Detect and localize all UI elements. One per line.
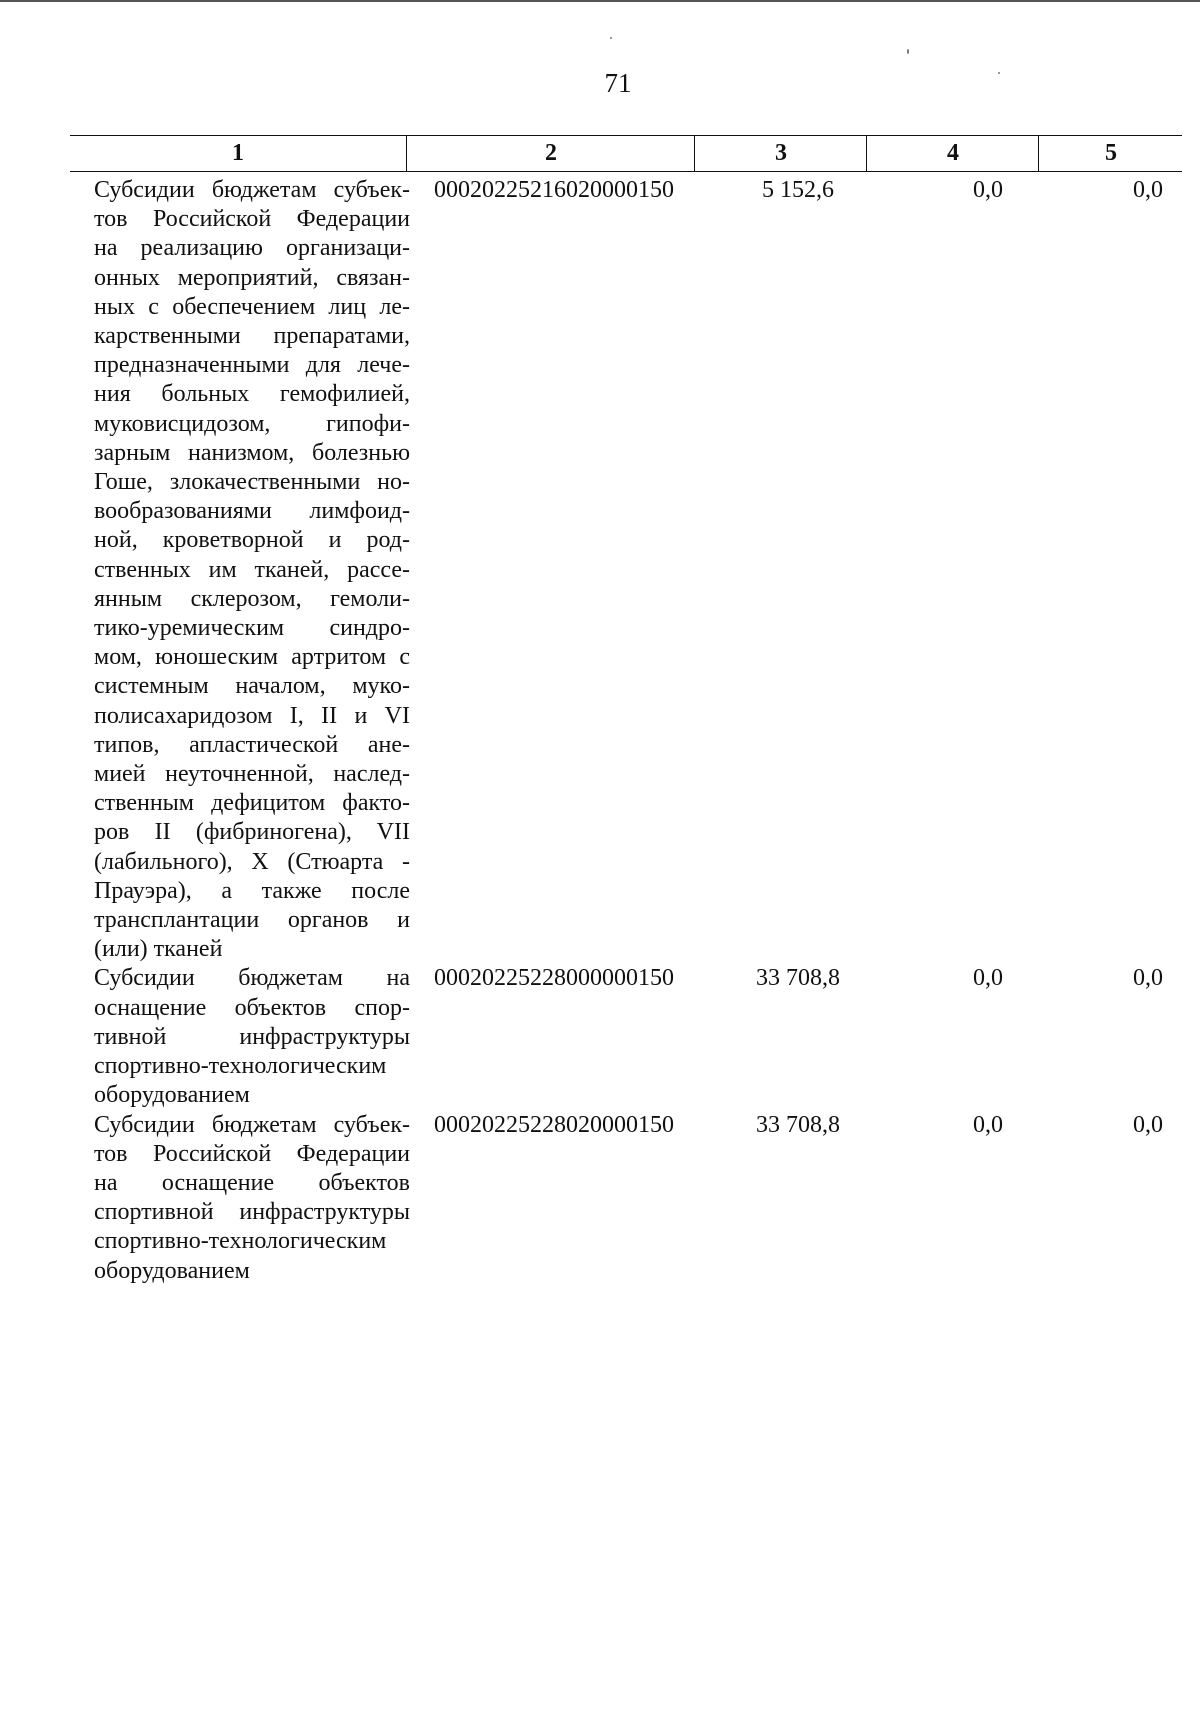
description-line: онных мероприятий, связан- [94, 264, 410, 291]
description-line: трансплантации органов и [94, 907, 410, 934]
description-line: оборудованием [94, 1257, 250, 1284]
page-number: 71 [604, 68, 632, 98]
value-col5-cell: 0,0 [1133, 1111, 1163, 1138]
description-line: янным склерозом, гемоли- [94, 585, 410, 612]
value-col5-cell: 0,0 [1133, 965, 1163, 992]
description-line: тико-уремическим синдро- [94, 615, 410, 642]
description-line: оснащение объектов спор- [94, 994, 410, 1021]
description-line: на реализацию организаци- [94, 235, 410, 262]
description-line: ров II (фибриногена), VII [94, 819, 410, 846]
description-line: ных с обеспечением лиц ле- [94, 293, 410, 320]
description-line: (лабильного), X (Стюарта - [94, 848, 410, 875]
description-line: муковисцидозом, гипофи- [94, 410, 410, 437]
description-line: на оснащение объектов [94, 1169, 410, 1196]
budget-code-cell: 00020225228020000150 [434, 1111, 674, 1138]
description-line: тов Российской Федерации [94, 206, 410, 233]
description-line: зарным нанизмом, болезнью [94, 439, 410, 466]
value-col4-cell: 0,0 [973, 965, 1003, 992]
description-line: мом, юношеским артритом с [94, 644, 410, 671]
description-line: карственными препаратами, [94, 323, 410, 350]
column-header-1: 1 [232, 140, 244, 166]
value-col4-cell: 0,0 [973, 177, 1003, 203]
row-description [94, 176, 410, 964]
value-col3-cell: 33 708,8 [756, 965, 840, 992]
description-line: Субсидии бюджетам на [94, 965, 410, 992]
description-line: Субсидии бюджетам субъек- [94, 177, 410, 203]
description-line: тивной инфраструктуры [94, 1023, 410, 1050]
row-description [94, 1111, 410, 1286]
description-line: полисахаридозом I, II и VI [94, 702, 410, 729]
description-line: спортивно-технологическим [94, 1053, 387, 1080]
scan-speck [907, 49, 909, 54]
budget-code-cell: 00020225216020000150 [434, 177, 674, 203]
value-col4-cell: 0,0 [973, 1111, 1003, 1138]
description-line: тов Российской Федерации [94, 1140, 410, 1167]
column-header-4: 4 [866, 136, 1039, 171]
description-line: оборудованием [94, 1082, 250, 1109]
description-line: предназначенными для лече- [94, 352, 410, 379]
table-header-row [70, 135, 1182, 172]
description-line: Гоше, злокачественными но- [94, 469, 410, 496]
description-line: ния больных гемофилией, [94, 381, 410, 408]
description-line: типов, апластической ане- [94, 731, 410, 758]
budget-code-cell: 00020225228000000150 [434, 965, 674, 992]
description-line: спортивной инфраструктуры [94, 1199, 410, 1226]
column-header-2: 2 [406, 136, 695, 171]
description-line: системным началом, муко- [94, 673, 410, 700]
description-line: Субсидии бюджетам субъек- [94, 1111, 410, 1138]
table-row [70, 964, 1182, 1110]
description-line: мией неуточненной, наслед- [94, 761, 410, 788]
value-col3-cell: 5 152,6 [762, 177, 834, 203]
description-line: ственным дефицитом факто- [94, 790, 410, 817]
description-line: (или) тканей [94, 936, 223, 963]
table-body [70, 176, 1182, 1286]
column-header-3: 3 [694, 136, 867, 171]
scan-speck [610, 37, 612, 39]
description-line: Прауэра), а также после [94, 877, 410, 904]
value-col5-cell: 0,0 [1133, 177, 1163, 203]
description-line: вообразованиями лимфоид- [94, 498, 410, 525]
row-description [94, 964, 410, 1110]
description-line: ственных им тканей, рассе- [94, 556, 410, 583]
table-row [70, 176, 1182, 964]
table-row [70, 1111, 1182, 1286]
description-line: спортивно-технологическим [94, 1228, 387, 1255]
column-header-5: 5 [1038, 136, 1183, 171]
description-line: ной, кроветворной и род- [94, 527, 410, 554]
value-col3-cell: 33 708,8 [756, 1111, 840, 1138]
page-top-edge [0, 0, 1200, 2]
scan-speck [998, 72, 1000, 74]
